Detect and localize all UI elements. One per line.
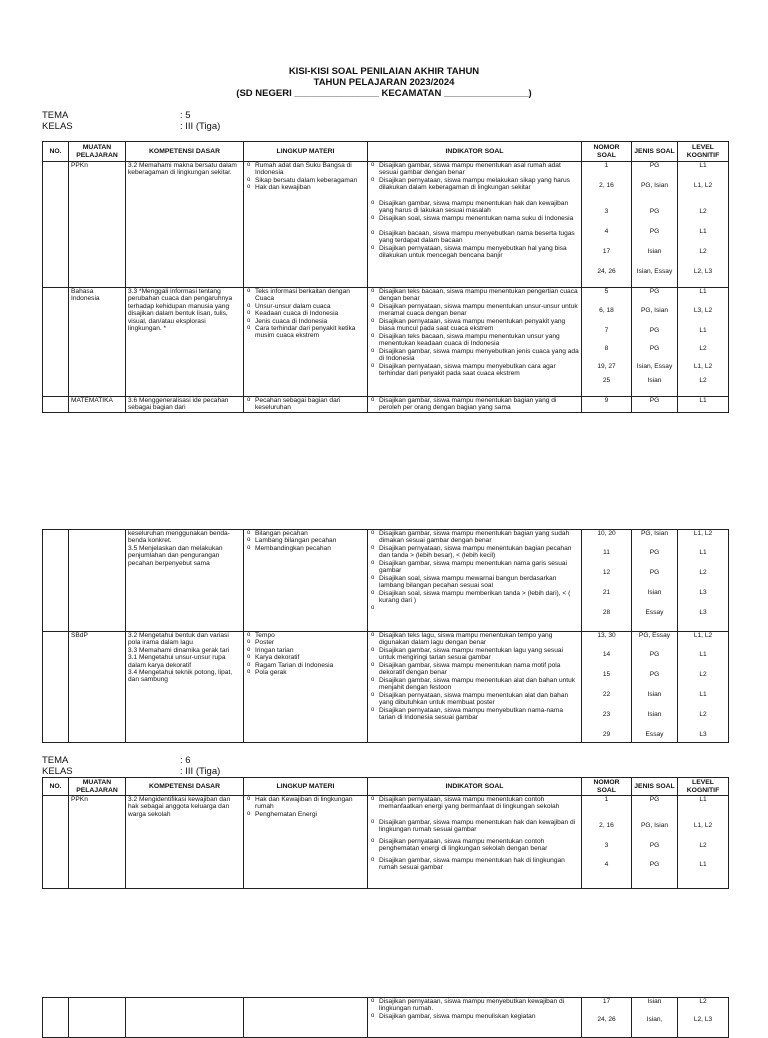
level-value: L2 bbox=[699, 377, 707, 384]
nomor-value: 12 bbox=[602, 569, 611, 576]
jenis-value: PG bbox=[649, 549, 660, 556]
jenis-value: PG bbox=[649, 842, 660, 849]
table-row-sbdp bbox=[43, 632, 729, 743]
level-value: L1 bbox=[699, 228, 707, 235]
jenis-value: PG bbox=[649, 162, 660, 169]
list-item: o Pecahan sebagai bagian dari keseluruhan bbox=[246, 397, 365, 412]
list-item: o Disajikan pernyataan, siswa mampu menyebutkan cara agar terhindar dari penyakit pada saat cuaca ekstrem bbox=[370, 363, 579, 378]
meta-tema-5 bbox=[42, 110, 220, 132]
level-value: L1 bbox=[699, 549, 707, 556]
level-value: L3 bbox=[699, 731, 707, 738]
list-item: o Disajikan pernyataan, siswa mampu menentukan penyakit yang biasa muncul pada saat cuaca ekstrem bbox=[370, 318, 579, 333]
tema-value: : 5 bbox=[180, 110, 191, 121]
cell-no bbox=[43, 162, 69, 288]
list-item: o Sikap bersatu dalam keberagaman bbox=[246, 177, 365, 184]
list-item: o Tempo bbox=[246, 632, 365, 639]
cell-indikator bbox=[368, 397, 582, 413]
kelas-label: KELAS bbox=[42, 766, 73, 777]
list-item: o Disajikan gambar, siswa mampu menentukan bagian yang sudah dimakan sesuai gambar dengan benar bbox=[370, 530, 579, 545]
cell-no bbox=[43, 288, 69, 397]
level-value: L2 bbox=[699, 569, 707, 576]
list-item: o Disajikan gambar, siswa mampu menentukan asal rumah adat sesuai gambar dengan benar bbox=[370, 162, 579, 177]
nomor-value: 24, 26 bbox=[597, 268, 616, 275]
nomor-value: 23 bbox=[602, 711, 611, 718]
col-indikator: INDIKATOR SOAL bbox=[368, 778, 582, 796]
list-item: o Bilangan pecahan bbox=[246, 530, 365, 537]
list-item: o Disajikan pernyataan, siswa mampu menyebutkan nama-nama tarian di Indonesia sesuai gambar bbox=[370, 707, 579, 722]
list-item: o Pola gerak bbox=[246, 669, 365, 676]
jenis-value: Isian bbox=[647, 711, 662, 718]
col-jenis: JENIS SOAL bbox=[632, 142, 678, 162]
jenis-value: PG bbox=[649, 345, 660, 352]
jenis-value: PG, Essay bbox=[638, 632, 671, 639]
jenis-value: Isian bbox=[647, 248, 662, 255]
nomor-value: 5 bbox=[604, 288, 609, 295]
level-value: L1, L2 bbox=[693, 822, 713, 829]
cell-nomor bbox=[582, 288, 632, 397]
cell-subject bbox=[69, 998, 126, 1038]
list-item: o Disajikan teks bacaan, siswa mampu menentukan unsur yang menentukan keadaan cuaca di Indonesia bbox=[370, 333, 579, 348]
nomor-value: 1 bbox=[604, 162, 609, 169]
nomor-value: 8 bbox=[604, 345, 609, 352]
list-item: o Teks informasi berkaitan dengan Cuaca bbox=[246, 288, 365, 303]
list-item: o Poster bbox=[246, 639, 365, 646]
cell-level bbox=[678, 530, 729, 632]
nomor-value: 10, 20 bbox=[597, 530, 616, 537]
list-item: o Karya dekoratif bbox=[246, 654, 365, 661]
jenis-value: PG bbox=[649, 327, 660, 334]
col-level: LEVEL KOGNITIF bbox=[678, 142, 729, 162]
level-value: L1 bbox=[699, 651, 707, 658]
jenis-value: Essay bbox=[645, 609, 664, 616]
table-header-row bbox=[43, 142, 729, 162]
tema-label: TEMA bbox=[42, 755, 69, 766]
level-value: L3 bbox=[699, 609, 707, 616]
col-level: LEVEL KOGNITIF bbox=[678, 778, 729, 796]
list-item: o Disajikan soal, siswa mampu mewarnai bangun berdasarkan lambang bilangan pecahan sesuai soal bbox=[370, 575, 579, 590]
list-item: o Penghematan Energi bbox=[246, 811, 365, 818]
level-value: L1 bbox=[699, 288, 707, 295]
cell-jenis bbox=[632, 998, 678, 1038]
cell-indikator bbox=[368, 998, 582, 1038]
col-nomor: NOMOR SOAL bbox=[582, 142, 632, 162]
cell-lingkup bbox=[244, 397, 368, 413]
level-value: L2 bbox=[699, 711, 707, 718]
col-muatan: MUATAN PELAJARAN bbox=[69, 142, 126, 162]
level-value: L3 bbox=[699, 589, 707, 596]
title-line-2: TAHUN PELAJARAN 2023/2024 bbox=[313, 77, 455, 88]
cell-kd: 3.2 Memahami makna bersatu dalam keberagaman di lingkungan sekitar. bbox=[126, 162, 244, 288]
nomor-value: 3 bbox=[604, 842, 609, 849]
cell-kd: 3.3 *Menggali informasi tentang perubahan cuaca dan pengaruhnya terhadap kehidupan manusia yang disajikan dalam bentuk lisan, tulis, visual, dan/atau eksplorasi lingkungan. * bbox=[126, 288, 244, 397]
list-item: o Disajikan gambar, siswa mampu menentukan hak dan kewajiban di lingkungan rumah sesuai gambar bbox=[370, 819, 579, 838]
kelas-value: : III (Tiga) bbox=[180, 121, 221, 132]
jenis-value: PG bbox=[649, 569, 660, 576]
cell-no bbox=[43, 796, 69, 889]
cell-indikator bbox=[368, 530, 582, 632]
cell-lingkup bbox=[244, 288, 368, 397]
cell-lingkup bbox=[244, 796, 368, 889]
level-value: L1, L2 bbox=[693, 632, 713, 639]
list-item: o Disajikan gambar, siswa mampu menentukan lagu yang sesuai untuk mengiringi tarian sesuai gambar bbox=[370, 647, 579, 662]
nomor-value: 4 bbox=[604, 861, 609, 868]
nomor-value: 21 bbox=[602, 589, 611, 596]
nomor-value: 29 bbox=[602, 731, 611, 738]
nomor-value: 13, 30 bbox=[597, 632, 616, 639]
list-item: o Disajikan pernyataan, siswa mampu menentukan contoh memanfaatkan energi yang bermanfaat di lingkungan sekolah bbox=[370, 796, 579, 819]
cell-indikator bbox=[368, 288, 582, 397]
cell-jenis bbox=[632, 632, 678, 743]
level-value: L2 bbox=[699, 248, 707, 255]
cell-level bbox=[678, 998, 729, 1038]
cell-level bbox=[678, 796, 729, 889]
col-lingkup: LINGKUP MATERI bbox=[244, 778, 368, 796]
cell-nomor: 9 bbox=[582, 397, 632, 413]
level-value: L1 bbox=[699, 327, 707, 334]
list-item: o Disajikan pernyataan, siswa mampu melakukan sikap yang harus dilakukan dalam keberagaman di lingkungan sekitar bbox=[370, 177, 579, 200]
jenis-value: Essay bbox=[645, 731, 664, 738]
list-item: o Disajikan gambar, siswa mampu menentukan hak di lingkungan rumah sesuai gambar bbox=[370, 857, 579, 876]
cell-kd: 3.2 Mengidentifikasi kewajiban dan hak sebagai anggota keluarga dan warga sekolah bbox=[126, 796, 244, 889]
col-kd: KOMPETENSI DASAR bbox=[126, 142, 244, 162]
kisi-table-3 bbox=[42, 777, 729, 889]
cell-subject: PPKn bbox=[69, 162, 126, 288]
cell-kd: keseluruhan menggunakan benda- benda konkret. 3.5 Menjelaskan dan melakukan penjumlahan dan pengurangan pecahan berpenyebut sama bbox=[126, 530, 244, 632]
col-nomor: NOMOR SOAL bbox=[582, 778, 632, 796]
jenis-value: PG bbox=[649, 796, 660, 803]
title-line-3: (SD NEGERI ________________ KECAMATAN ________________) bbox=[236, 88, 532, 99]
title-line-1: KISI-KISI SOAL PENILAIAN AKHIR TAHUN bbox=[288, 66, 480, 77]
jenis-value: Isian bbox=[647, 691, 662, 698]
nomor-value: 2, 16 bbox=[599, 822, 614, 829]
jenis-value: Isian bbox=[647, 377, 662, 384]
jenis-value: Isian bbox=[647, 998, 662, 1005]
level-value: L1 bbox=[699, 162, 707, 169]
list-item: o Iringan tarian bbox=[246, 647, 365, 654]
jenis-value: Isian, Essay bbox=[636, 268, 673, 275]
cell-level bbox=[678, 632, 729, 743]
level-value: L2 bbox=[699, 671, 707, 678]
jenis-value: Isian bbox=[647, 589, 662, 596]
list-item: o Membandingkan pecahan bbox=[246, 545, 365, 552]
list-item: o Rumah adat dan Suku Bangsa di Indonesia bbox=[246, 162, 365, 177]
document-title bbox=[0, 66, 768, 99]
nomor-value: 25 bbox=[602, 377, 611, 384]
cell-nomor bbox=[582, 632, 632, 743]
list-item: o Disajikan gambar, siswa mampu menentukan nama motif pola dekoratif dengan benar bbox=[370, 662, 579, 677]
level-value: L3, L2 bbox=[693, 307, 713, 314]
tema-value: : 6 bbox=[180, 755, 191, 766]
level-value: L1, L2 bbox=[693, 530, 713, 537]
list-item: o Disajikan pernyataan, siswa mampu menentukan bagian pecahan dan tanda > (lebih besar), < (lebih kecil) bbox=[370, 545, 579, 560]
level-value: L2, L3 bbox=[693, 268, 713, 275]
level-value: L2 bbox=[699, 842, 707, 849]
list-item: o Disajikan pernyataan, siswa mampu menyebutkan hal yang bisa dilakukan untuk mencegah bencana banjir bbox=[370, 245, 579, 260]
nomor-value: 6, 18 bbox=[599, 307, 614, 314]
jenis-value: PG bbox=[649, 228, 660, 235]
cell-kd: 3.2 Mengetahui bentuk dan variasi pola irama dalam lagu 3.3 Memahami dinamika gerak tari 3.1 Mengetahui unsur-unsur rupa dalam karya dekoratif 3.4 Mengetahui teknik potong, lipat, dan sambung bbox=[126, 632, 244, 743]
kelas-label: KELAS bbox=[42, 121, 73, 132]
cell-indikator bbox=[368, 162, 582, 288]
list-item: o Disajikan gambar, siswa mampu menentukan hak dan kewajiban yang harus di lakukan sesuai masalah bbox=[370, 200, 579, 215]
cell-lingkup bbox=[244, 530, 368, 632]
nomor-value: 17 bbox=[602, 248, 611, 255]
table-row-ppkn-cont bbox=[43, 998, 729, 1038]
list-item: o Disajikan gambar, siswa mampu menyebutkan jenis cuaca yang ada di Indonesia bbox=[370, 348, 579, 363]
cell-lingkup bbox=[244, 162, 368, 288]
cell-nomor bbox=[582, 530, 632, 632]
level-value: L1 bbox=[699, 796, 707, 803]
table-header-row bbox=[43, 778, 729, 796]
cell-jenis: PG bbox=[632, 397, 678, 413]
kisi-table-2 bbox=[42, 529, 729, 743]
level-value: L2 bbox=[699, 345, 707, 352]
list-item: o Disajikan gambar, siswa mampu menentukan bagian yang di peroleh per orang dengan bagian yang sama bbox=[370, 397, 579, 412]
list-item: o Hak dan Kewajiban di lingkungan rumah bbox=[246, 796, 365, 811]
kelas-value: : III (Tiga) bbox=[180, 766, 221, 777]
list-item: o Keadaan cuaca di Indonesia bbox=[246, 310, 365, 317]
cell-lingkup bbox=[244, 632, 368, 743]
level-value: L2 bbox=[699, 998, 707, 1005]
jenis-value: PG, Isian bbox=[640, 307, 669, 314]
jenis-value: Isian, bbox=[646, 1016, 663, 1023]
jenis-value: PG bbox=[649, 208, 660, 215]
level-value: L2, L3 bbox=[693, 1016, 713, 1023]
jenis-value: PG bbox=[649, 288, 660, 295]
cell-level bbox=[678, 162, 729, 288]
tema-label: TEMA bbox=[42, 110, 69, 121]
level-value: L1 bbox=[699, 861, 707, 868]
level-value: L2 bbox=[699, 208, 707, 215]
list-item: o Lambang bilangan pecahan bbox=[246, 537, 365, 544]
jenis-value: PG bbox=[649, 651, 660, 658]
cell-jenis bbox=[632, 162, 678, 288]
list-item: o Disajikan gambar, siswa mampu menentukan nama garis sesuai gambar bbox=[370, 560, 579, 575]
nomor-value: 11 bbox=[603, 549, 610, 556]
cell-indikator bbox=[368, 632, 582, 743]
nomor-value: 1 bbox=[604, 796, 609, 803]
nomor-value: 2, 16 bbox=[599, 182, 614, 189]
col-muatan: MUATAN PELAJARAN bbox=[69, 778, 126, 796]
list-item: o Disajikan teks lagu, siswa mampu menentukan tempo yang digunakan dalam lagu dengan benar bbox=[370, 632, 579, 647]
level-value: L1, L2 bbox=[693, 363, 713, 370]
cell-no bbox=[43, 998, 69, 1038]
cell-kd bbox=[126, 998, 244, 1038]
cell-nomor bbox=[582, 162, 632, 288]
col-kd: KOMPETENSI DASAR bbox=[126, 778, 244, 796]
table-row-matematika-cont bbox=[43, 530, 729, 632]
cell-nomor bbox=[582, 998, 632, 1038]
nomor-value: 22 bbox=[602, 691, 611, 698]
list-item: o Disajikan bacaan, siswa mampu menyebutkan nama beserta tugas yang terdapat dalam bacaan bbox=[370, 230, 579, 245]
cell-subject: SBdP bbox=[69, 632, 126, 743]
table-row-matematika bbox=[43, 397, 729, 413]
nomor-value: 17 bbox=[602, 998, 611, 1005]
cell-level: L1 bbox=[678, 397, 729, 413]
list-item: o Hak dan kewajiban bbox=[246, 184, 365, 191]
nomor-value: 14 bbox=[602, 651, 611, 658]
cell-jenis bbox=[632, 530, 678, 632]
cell-no bbox=[43, 530, 69, 632]
jenis-value: PG, Isian bbox=[640, 822, 669, 829]
nomor-value: 24, 26 bbox=[597, 1016, 616, 1023]
cell-kd: 3.6 Menggeneralisasi ide pecahan sebagai bagian dari bbox=[126, 397, 244, 413]
jenis-value: PG bbox=[649, 861, 660, 868]
cell-nomor bbox=[582, 796, 632, 889]
cell-lingkup bbox=[244, 998, 368, 1038]
level-value: L1 bbox=[699, 691, 707, 698]
cell-jenis bbox=[632, 288, 678, 397]
list-item: o Cara terhindar dari penyakit ketika musim cuaca ekstrem bbox=[246, 325, 365, 340]
nomor-value: 4 bbox=[604, 228, 609, 235]
col-jenis: JENIS SOAL bbox=[632, 778, 678, 796]
meta-tema-6 bbox=[42, 755, 220, 777]
list-item: o Jenis cuaca di Indonesia bbox=[246, 318, 365, 325]
jenis-value: PG bbox=[649, 671, 660, 678]
table-row-bahasa-indonesia bbox=[43, 288, 729, 397]
col-no: NO. bbox=[43, 778, 69, 796]
cell-subject: MATEMATIKA bbox=[69, 397, 126, 413]
list-item: o Disajikan gambar, siswa mampu menuliskan kegiatan bbox=[370, 1013, 579, 1020]
cell-jenis bbox=[632, 796, 678, 889]
list-item: o Disajikan teks bacaan, siswa mampu menentukan pengertian cuaca dengan benar bbox=[370, 288, 579, 303]
list-item: o Unsur-unsur dalam cuaca bbox=[246, 303, 365, 310]
nomor-value: 15 bbox=[602, 671, 611, 678]
kisi-table-4 bbox=[42, 997, 729, 1038]
jenis-value: PG, Isian bbox=[640, 182, 669, 189]
list-item: o Disajikan pernyataan, siswa mampu menentukan alat dan bahan yang dibutuhkan untuk membuat poster bbox=[370, 692, 579, 707]
table-row-ppkn bbox=[43, 162, 729, 288]
cell-subject: PPKn bbox=[69, 796, 126, 889]
list-item: o Disajikan soal, siswa mampu menentukan nama suku di Indonesia bbox=[370, 215, 579, 230]
list-item: o Disajikan gambar, siswa mampu menentukan alat dan bahan untuk menjahit dengan festoon bbox=[370, 677, 579, 692]
list-item bbox=[370, 605, 579, 613]
kisi-table-1 bbox=[42, 141, 729, 413]
list-item: o Disajikan soal, siswa mampu memberikan tanda > (lebih dari), < ( kurang dari ) bbox=[370, 590, 579, 605]
nomor-value: 7 bbox=[604, 327, 609, 334]
col-indikator: INDIKATOR SOAL bbox=[368, 142, 582, 162]
nomor-value: 19, 27 bbox=[597, 363, 616, 370]
nomor-value: 3 bbox=[604, 208, 609, 215]
table-row-ppkn bbox=[43, 796, 729, 889]
list-item: o Disajikan pernyataan, siswa mampu menentukan contoh penghematan energi di lingkungan sekolah dengan benar bbox=[370, 838, 579, 857]
nomor-value: 28 bbox=[602, 609, 611, 616]
level-value: L1, L2 bbox=[693, 182, 713, 189]
list-item: o Disajikan pernyataan, siswa mampu menentukan unsur-unsur untuk meramal cuaca dengan benar bbox=[370, 303, 579, 318]
col-lingkup: LINGKUP MATERI bbox=[244, 142, 368, 162]
cell-subject: Bahasa Indonesia bbox=[69, 288, 126, 397]
cell-level bbox=[678, 288, 729, 397]
jenis-value: Isian, Essay bbox=[636, 363, 673, 370]
cell-indikator bbox=[368, 796, 582, 889]
cell-subject bbox=[69, 530, 126, 632]
col-no: NO. bbox=[43, 142, 69, 162]
cell-no bbox=[43, 632, 69, 743]
list-item: o Disajikan pernyataan, siswa mampu menyebutkan kewajiban di lingkungan rumah. bbox=[370, 998, 579, 1013]
list-item: o Ragam Tarian di Indonesia bbox=[246, 662, 365, 669]
jenis-value: PG, Isian bbox=[640, 530, 669, 537]
cell-no bbox=[43, 397, 69, 413]
